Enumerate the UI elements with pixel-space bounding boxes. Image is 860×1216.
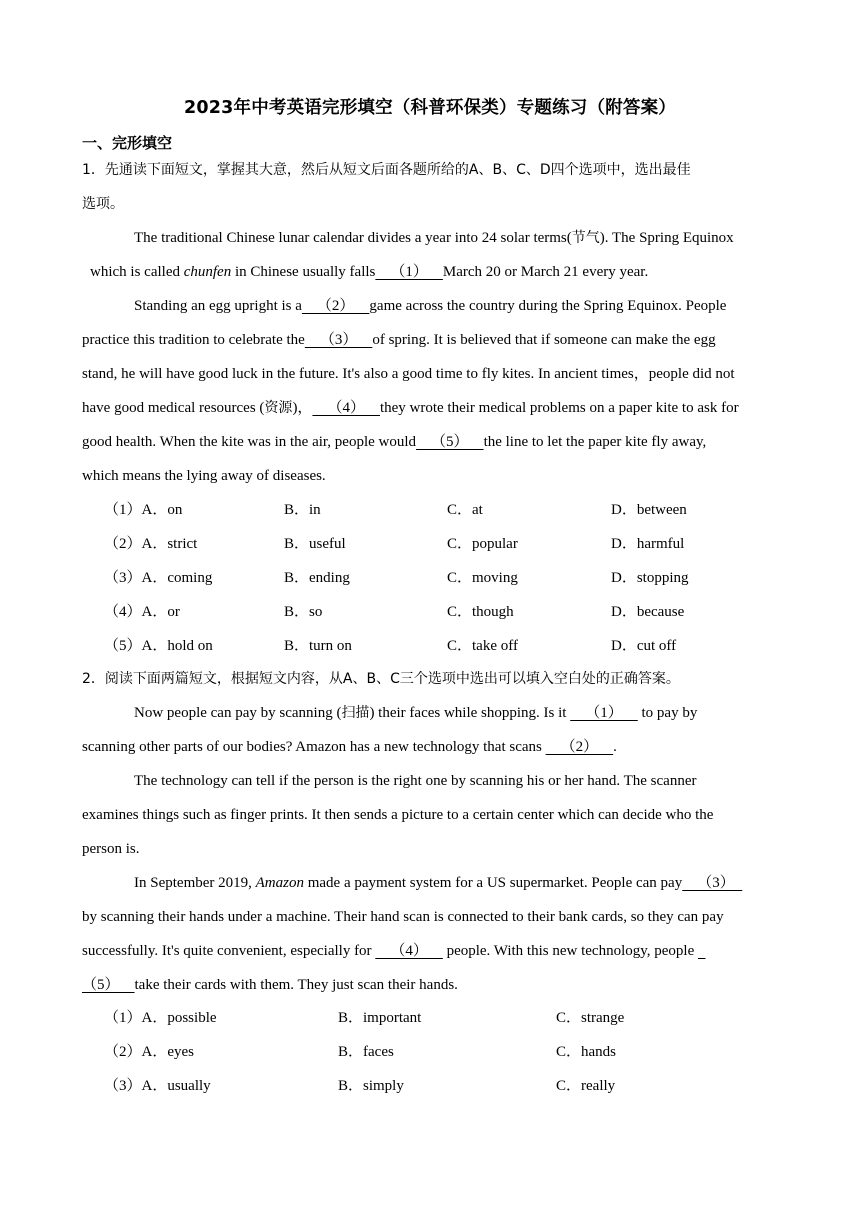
blank-5: （5） (416, 434, 484, 450)
option-b: B．in (284, 502, 321, 518)
q1-passage-line: good health. When the kite was in the air, people would （5） the line to let the paper kite fly away, (82, 434, 707, 450)
blank-1: （1） (375, 264, 443, 280)
blank-3: （3） (304, 332, 373, 348)
blank-2: （2） (545, 739, 614, 755)
blank-1: （1） (570, 705, 638, 721)
q2-passage-line: scanning other parts of our bodies? Amazon has a new technology that scans （2） . (82, 739, 617, 755)
option-row-4: （4）A．or (104, 604, 180, 620)
option-d: D．between (611, 502, 687, 518)
option-c: C．hands (556, 1044, 617, 1060)
q1-passage-line: which is called chunfen in Chinese usually falls （1） March 20 or March 21 every year. (90, 264, 649, 280)
option-row-3: （3）A．usually (104, 1078, 211, 1094)
option-c: C．though (447, 604, 514, 620)
blank-5 (698, 943, 706, 959)
option-row-1: （1）A．possible (104, 1010, 217, 1026)
option-d: D．stopping (611, 570, 689, 586)
q2-passage-line: Now people can pay by scanning (扫描) their faces while shopping. Is it （1） to pay by (134, 705, 698, 721)
option-b: B．important (338, 1010, 422, 1026)
option-c: C．popular (447, 536, 518, 552)
option-row-2: （2）A．eyes (104, 1044, 195, 1060)
page-title: 2023年中考英语完形填空（科普环保类）专题练习（附答案） (183, 98, 676, 118)
q2-instruction: 2．阅读下面两篇短文，根据短文内容，从A、B、C三个选项中选出可以填入空白处的正确答案。 (82, 671, 680, 687)
option-d: D．cut off (611, 638, 677, 654)
option-row-3: （3）A．coming (104, 570, 213, 586)
option-c: C．really (556, 1078, 616, 1094)
option-b: B．ending (284, 570, 350, 586)
q1-passage-line: The traditional Chinese lunar calendar divides a year into 24 solar terms(节气). The Spring Equinox (134, 230, 734, 246)
option-b: B．simply (338, 1078, 404, 1094)
option-c: C．take off (447, 638, 518, 654)
q2-passage-line: In September 2019, Amazon made a payment system for a US supermarket. People can pay （3） (134, 875, 743, 891)
blank-3: （3） (682, 875, 743, 891)
option-b: B．turn on (284, 638, 352, 654)
q2-passage-line: by scanning their hands under a machine. Their hand scan is connected to their bank cards, so they can pay (82, 909, 724, 925)
option-b: B．useful (284, 536, 346, 552)
option-row-1: （1）A．on (104, 502, 183, 518)
option-b: B．so (284, 604, 323, 620)
option-row-2: （2）A．strict (104, 536, 198, 552)
q2-passage-line: （5） take their cards with them. They just scan their hands. (82, 977, 458, 993)
option-d: D．harmful (611, 536, 685, 552)
blank-2: （2） (301, 298, 370, 314)
section-heading: 一、完形填空 (82, 134, 173, 152)
blank-4: （4） (375, 943, 443, 959)
option-d: D．because (611, 604, 685, 620)
option-b: B．faces (338, 1044, 394, 1060)
q1-passage-line: which means the lying away of diseases. (82, 468, 326, 484)
q2-passage-line: successfully. It's quite convenient, especially for （4） people. With this new technology, people (82, 941, 778, 961)
q1-passage-line: practice this tradition to celebrate the （3） of spring. It is believed that if someone can make the egg (82, 332, 716, 348)
q1-instruction: 1．先通读下面短文，掌握其大意，然后从短文后面各题所给的A、B、C、D四个选项中，选出最佳 (82, 162, 691, 178)
q1-instruction-cont: 选项。 (82, 196, 124, 212)
blank-5: （5） (82, 977, 135, 993)
option-c: C．strange (556, 1010, 625, 1026)
q1-passage-line: have good medical resources (资源)， （4） they wrote their medical problems on a paper kite to ask for (82, 400, 739, 416)
option-row-5: （5）A．hold on (104, 638, 213, 654)
q1-passage-line: stand, he will have good luck in the future. It's also a good time to fly kites. In ancient times，people did not (82, 366, 735, 382)
q1-passage-line: Standing an egg upright is a （2） game across the country during the Spring Equinox. People (134, 298, 727, 314)
q2-passage-line: The technology can tell if the person is the right one by scanning his or her hand. The scanner (134, 773, 697, 789)
blank-4: （4） (312, 400, 380, 416)
q2-passage-line: examines things such as finger prints. It then sends a picture to a certain center which can decide who the (82, 807, 714, 823)
option-c: C．moving (447, 570, 518, 586)
q2-passage-line: person is. (82, 841, 140, 857)
option-c: C．at (447, 502, 483, 518)
